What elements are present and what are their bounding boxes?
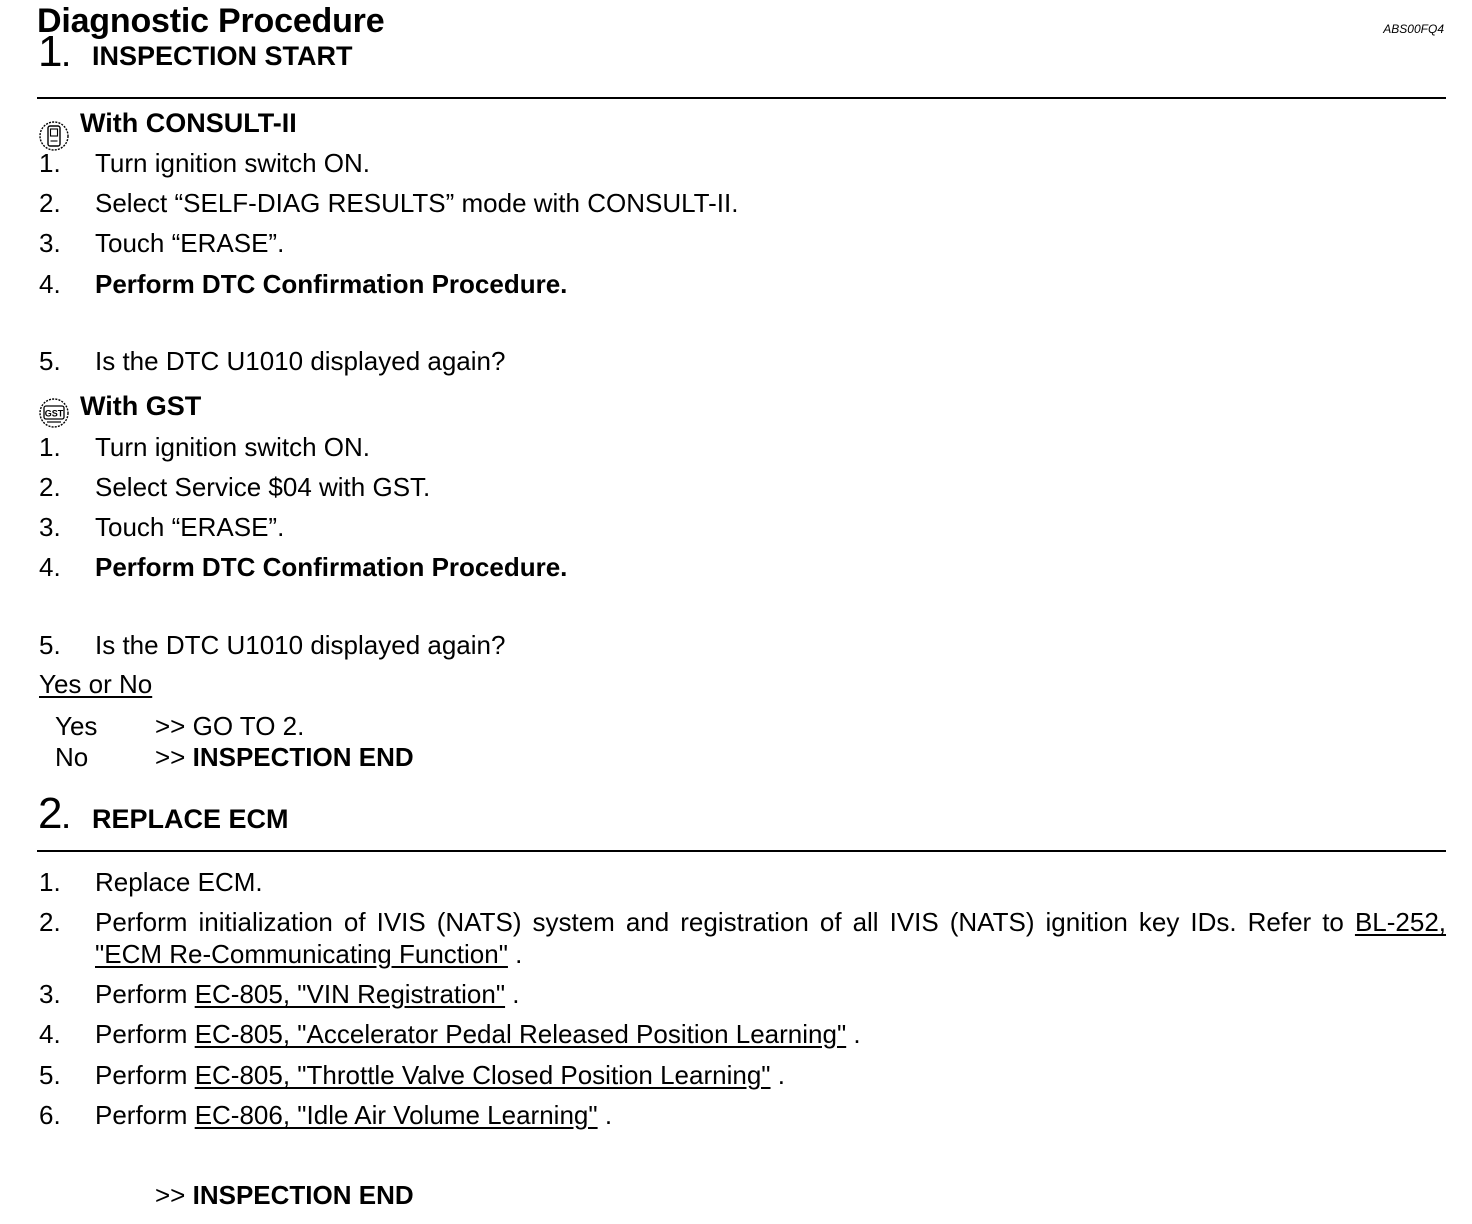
step-2-dot: .: [62, 804, 70, 834]
list-item: 4. Perform DTC Confirmation Procedure.: [39, 552, 568, 582]
list-item: 1. Replace ECM.: [39, 867, 263, 897]
end-action: INSPECTION END: [192, 1180, 414, 1210]
yes-key: Yes: [55, 711, 98, 741]
yes-or-no-label: Yes or No: [39, 669, 153, 699]
list-item: 2. Select “SELF-DIAG RESULTS” mode with CONSULT-II.: [39, 188, 739, 218]
step-2-number: 2: [38, 789, 63, 838]
yes-branch: [0, 710, 700, 742]
reference-link[interactable]: EC-806, "Idle Air Volume Learning": [194, 1100, 598, 1130]
list-item: 5. Perform EC-805, "Throttle Valve Closed Position Learning" .: [39, 1060, 785, 1090]
list-item: 5. Is the DTC U1010 displayed again?: [39, 346, 506, 376]
yes-action: GO TO 2.: [192, 711, 305, 741]
gst-icon: [38, 397, 70, 429]
gst-icon-label: GST: [44, 408, 64, 419]
step-1-title: INSPECTION START: [92, 41, 353, 71]
list-item: 4. Perform EC-805, "Accelerator Pedal Released Position Learning" .: [39, 1019, 861, 1049]
consult-ii-heading: With CONSULT-II: [80, 108, 297, 138]
list-item: 3. Touch “ERASE”.: [39, 228, 285, 258]
step-1-heading: [38, 27, 70, 76]
page-title: Diagnostic Procedure: [37, 2, 385, 40]
list-item: 1. Turn ignition switch ON.: [39, 148, 371, 178]
step-1-number: 1: [38, 27, 63, 76]
step-2-divider: [37, 850, 1446, 852]
reference-link[interactable]: EC-805, "Throttle Valve Closed Position Learning": [194, 1060, 771, 1090]
reference-link[interactable]: BL-252, "ECM Re-Communicating Function": [95, 907, 1447, 969]
no-action: INSPECTION END: [192, 742, 414, 772]
no-arrow: >>: [155, 742, 186, 772]
step-2-title: REPLACE ECM: [92, 804, 289, 834]
reference-link[interactable]: EC-805, "Accelerator Pedal Released Position Learning": [194, 1019, 847, 1049]
reference-link[interactable]: EC-805, "VIN Registration": [194, 979, 506, 1009]
document-code: ABS00FQ4: [1383, 22, 1444, 36]
list-item: 6. Perform EC-806, "Idle Air Volume Learning" .: [39, 1100, 613, 1130]
list-item: 3. Perform EC-805, "VIN Registration" .: [39, 979, 520, 1009]
list-item-number: 2.: [39, 907, 61, 937]
list-item: 4. Perform DTC Confirmation Procedure.: [39, 269, 568, 299]
gst-heading: With GST: [80, 391, 202, 421]
list-item: 5. Is the DTC U1010 displayed again?: [39, 630, 506, 660]
no-key: No: [55, 742, 89, 772]
step-2-heading: [38, 789, 70, 838]
no-branch: [0, 741, 700, 773]
step-1-dot: .: [62, 42, 70, 72]
end-arrow: >>: [155, 1180, 186, 1210]
list-item: 3. Touch “ERASE”.: [39, 512, 285, 542]
step-1-divider: [37, 97, 1446, 99]
list-item: Perform initialization of IVIS (NATS) system and registration of all IVIS (NATS) ignition key IDs. Refer to BL-252, "ECM Re-Communicating Function" .: [95, 907, 1447, 969]
yes-arrow: >>: [155, 711, 186, 741]
step-2-end: [0, 1179, 700, 1211]
list-item: 1. Turn ignition switch ON.: [39, 432, 371, 462]
list-item: 2. Select Service $04 with GST.: [39, 472, 431, 502]
